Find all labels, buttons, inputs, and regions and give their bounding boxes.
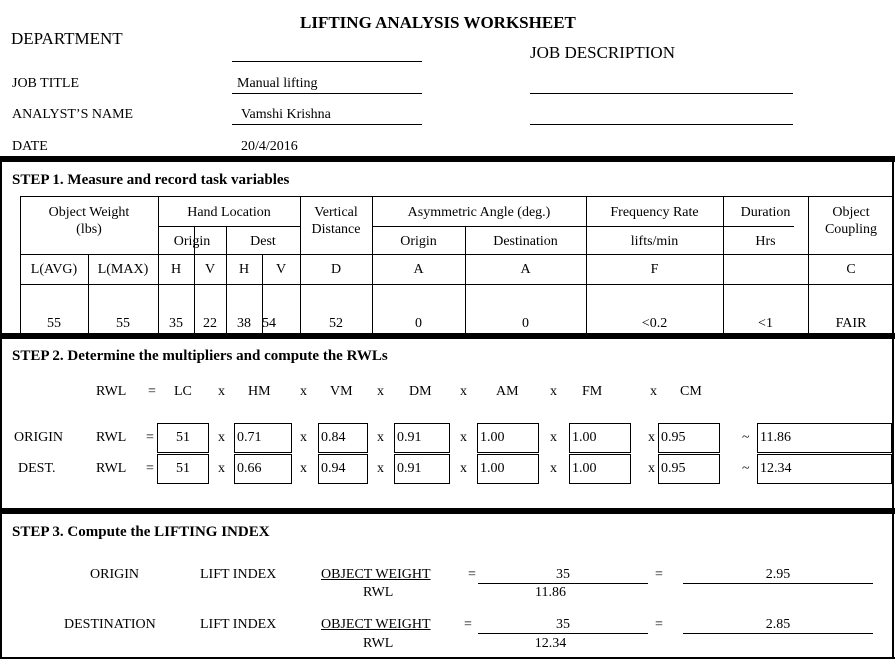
header-asym-origin: Origin bbox=[400, 234, 437, 249]
dest-equals: = bbox=[146, 461, 154, 476]
symbol-h-dest: H bbox=[238, 262, 250, 277]
header-asymmetric-angle: Asymmetric Angle (deg.) bbox=[407, 205, 551, 220]
header-object: Object bbox=[832, 205, 870, 220]
job-title-value[interactable]: Manual lifting bbox=[237, 76, 318, 91]
li-origin-denominator[interactable]: 11.86 bbox=[535, 585, 566, 600]
li-dest-rwl: RWL bbox=[363, 636, 394, 651]
dest-hm-box[interactable]: 0.66 bbox=[234, 454, 292, 484]
origin-approx: ~ bbox=[742, 430, 750, 445]
header-object-weight: Object Weight bbox=[48, 205, 130, 220]
dest-cm-box[interactable]: 0.95 bbox=[658, 454, 720, 484]
worksheet-title: LIFTING ANALYSIS WORKSHEET bbox=[300, 13, 576, 32]
department-label: DEPARTMENT bbox=[11, 29, 123, 48]
analyst-label: ANALYST’S NAME bbox=[12, 107, 134, 122]
formula-times: x bbox=[650, 384, 657, 399]
dest-am-box[interactable]: 1.00 bbox=[477, 454, 539, 484]
section-divider bbox=[0, 156, 895, 162]
symbol-a-dest: A bbox=[520, 262, 531, 277]
origin-cm-box[interactable]: 0.95 bbox=[658, 423, 720, 453]
origin-times: x bbox=[460, 430, 467, 445]
symbol-c: C bbox=[846, 262, 856, 277]
symbol-lavg: L(AVG) bbox=[30, 262, 78, 277]
origin-times: x bbox=[377, 430, 384, 445]
origin-rwl-result-box[interactable]: 11.86 bbox=[757, 423, 892, 453]
formula-times: x bbox=[550, 384, 557, 399]
formula-dm: DM bbox=[409, 384, 432, 399]
value-v-origin[interactable]: 22 bbox=[203, 316, 217, 331]
dest-times: x bbox=[377, 461, 384, 476]
symbol-v-dest: V bbox=[275, 262, 287, 277]
li-dest-result[interactable]: 2.85 bbox=[765, 617, 791, 632]
origin-label: ORIGIN bbox=[14, 430, 63, 445]
symbol-f: F bbox=[650, 262, 659, 277]
li-dest-equals-2: = bbox=[655, 617, 663, 632]
analyst-underline bbox=[232, 124, 422, 125]
header-dest: Dest bbox=[250, 234, 276, 249]
header-distance: Distance bbox=[311, 222, 361, 237]
origin-vm-box[interactable]: 0.84 bbox=[318, 423, 368, 453]
dest-label: DEST. bbox=[18, 461, 56, 476]
header-hand-location: Hand Location bbox=[187, 205, 271, 220]
origin-times: x bbox=[648, 430, 655, 445]
origin-am-box[interactable]: 1.00 bbox=[477, 423, 539, 453]
value-d[interactable]: 52 bbox=[329, 316, 343, 331]
dest-rwl-result-box[interactable]: 12.34 bbox=[757, 454, 892, 484]
li-origin-object-weight: OBJECT WEIGHT bbox=[321, 567, 431, 582]
job-description-line-1[interactable] bbox=[530, 93, 793, 94]
value-frequency[interactable]: <0.2 bbox=[641, 316, 668, 331]
li-dest-label: DESTINATION bbox=[64, 617, 156, 632]
origin-fm-box[interactable]: 1.00 bbox=[569, 423, 631, 453]
date-value[interactable]: 20/4/2016 bbox=[241, 139, 298, 154]
li-dest-equals: = bbox=[464, 617, 472, 632]
step2-title: STEP 2. Determine the multipliers and compute the RWLs bbox=[12, 348, 388, 364]
li-origin-lift-index: LIFT INDEX bbox=[200, 567, 277, 582]
value-v-dest[interactable]: 54 bbox=[262, 316, 276, 331]
dest-times: x bbox=[648, 461, 655, 476]
date-label: DATE bbox=[12, 139, 48, 154]
dest-dm-box[interactable]: 0.91 bbox=[394, 454, 450, 484]
li-origin-label: ORIGIN bbox=[90, 567, 139, 582]
li-dest-denominator[interactable]: 12.34 bbox=[534, 636, 567, 651]
dest-rwl-label: RWL bbox=[96, 461, 127, 476]
value-h-origin[interactable]: 35 bbox=[169, 316, 183, 331]
step3-title: STEP 3. Compute the LIFTING INDEX bbox=[12, 524, 270, 540]
formula-am: AM bbox=[496, 384, 519, 399]
li-dest-result-underline bbox=[683, 633, 873, 634]
job-title-underline bbox=[232, 93, 422, 94]
step1-title: STEP 1. Measure and record task variables bbox=[12, 172, 290, 188]
header-duration: Duration bbox=[740, 205, 791, 220]
value-h-dest[interactable]: 38 bbox=[237, 316, 251, 331]
origin-lc-box[interactable]: 51 bbox=[157, 423, 209, 453]
section-divider bbox=[0, 508, 895, 514]
li-origin-rwl: RWL bbox=[363, 585, 394, 600]
dest-vm-box[interactable]: 0.94 bbox=[318, 454, 368, 484]
symbol-a-origin: A bbox=[413, 262, 424, 277]
li-origin-result-underline bbox=[683, 583, 873, 584]
analyst-value[interactable]: Vamshi Krishna bbox=[241, 107, 331, 122]
value-lavg[interactable]: 55 bbox=[47, 316, 61, 331]
formula-fm: FM bbox=[582, 384, 603, 399]
header-frequency-rate: Frequency Rate bbox=[610, 205, 699, 220]
dest-times: x bbox=[300, 461, 307, 476]
symbol-lmax: L(MAX) bbox=[97, 262, 149, 277]
li-origin-numerator[interactable]: 35 bbox=[556, 567, 570, 582]
left-border bbox=[0, 156, 2, 659]
header-hrs: Hrs bbox=[755, 234, 776, 249]
origin-times: x bbox=[218, 430, 225, 445]
value-coupling[interactable]: FAIR bbox=[835, 316, 867, 331]
formula-times: x bbox=[218, 384, 225, 399]
section-divider bbox=[0, 333, 895, 339]
header-asym-destination: Destination bbox=[493, 234, 558, 249]
formula-vm: VM bbox=[330, 384, 353, 399]
value-a-origin[interactable]: 0 bbox=[415, 316, 422, 331]
li-dest-lift-index: LIFT INDEX bbox=[200, 617, 277, 632]
department-field[interactable] bbox=[232, 61, 422, 62]
value-a-dest[interactable]: 0 bbox=[522, 316, 529, 331]
job-description-line-2[interactable] bbox=[530, 124, 793, 125]
job-title-label: JOB TITLE bbox=[12, 76, 80, 91]
symbol-h-origin: H bbox=[170, 262, 182, 277]
formula-hm: HM bbox=[248, 384, 271, 399]
value-duration[interactable]: <1 bbox=[758, 316, 773, 331]
origin-times: x bbox=[300, 430, 307, 445]
li-dest-fraction-bar bbox=[478, 633, 648, 634]
li-origin-equals: = bbox=[468, 567, 476, 582]
header-origin: Origin bbox=[173, 234, 211, 249]
dest-times: x bbox=[218, 461, 225, 476]
header-vertical: Vertical bbox=[314, 205, 358, 220]
dest-lc-box[interactable]: 51 bbox=[157, 454, 209, 484]
formula-equals: = bbox=[148, 384, 156, 399]
value-lmax[interactable]: 55 bbox=[116, 316, 130, 331]
formula-times: x bbox=[377, 384, 384, 399]
formula-times: x bbox=[460, 384, 467, 399]
header-lifts-min: lifts/min bbox=[630, 234, 679, 249]
origin-dm-box[interactable]: 0.91 bbox=[394, 423, 450, 453]
header-lbs: (lbs) bbox=[76, 222, 102, 237]
dest-times: x bbox=[550, 461, 557, 476]
dest-fm-box[interactable]: 1.00 bbox=[569, 454, 631, 484]
header-coupling: Coupling bbox=[824, 222, 878, 237]
dest-times: x bbox=[460, 461, 467, 476]
origin-rwl-label: RWL bbox=[96, 430, 127, 445]
dest-approx: ~ bbox=[742, 461, 750, 476]
li-origin-equals-2: = bbox=[655, 567, 663, 582]
formula-cm: CM bbox=[680, 384, 702, 399]
job-description-label: JOB DESCRIPTION bbox=[530, 43, 675, 62]
li-origin-result[interactable]: 2.95 bbox=[765, 567, 791, 582]
li-origin-fraction-bar bbox=[478, 583, 648, 584]
li-dest-numerator[interactable]: 35 bbox=[556, 617, 570, 632]
symbol-v-origin: V bbox=[204, 262, 216, 277]
li-dest-object-weight: OBJECT WEIGHT bbox=[321, 617, 431, 632]
origin-hm-box[interactable]: 0.71 bbox=[234, 423, 292, 453]
origin-equals: = bbox=[146, 430, 154, 445]
formula-lc: LC bbox=[174, 384, 192, 399]
symbol-d: D bbox=[330, 262, 342, 277]
origin-times: x bbox=[550, 430, 557, 445]
formula-rwl: RWL bbox=[96, 384, 127, 399]
formula-times: x bbox=[300, 384, 307, 399]
